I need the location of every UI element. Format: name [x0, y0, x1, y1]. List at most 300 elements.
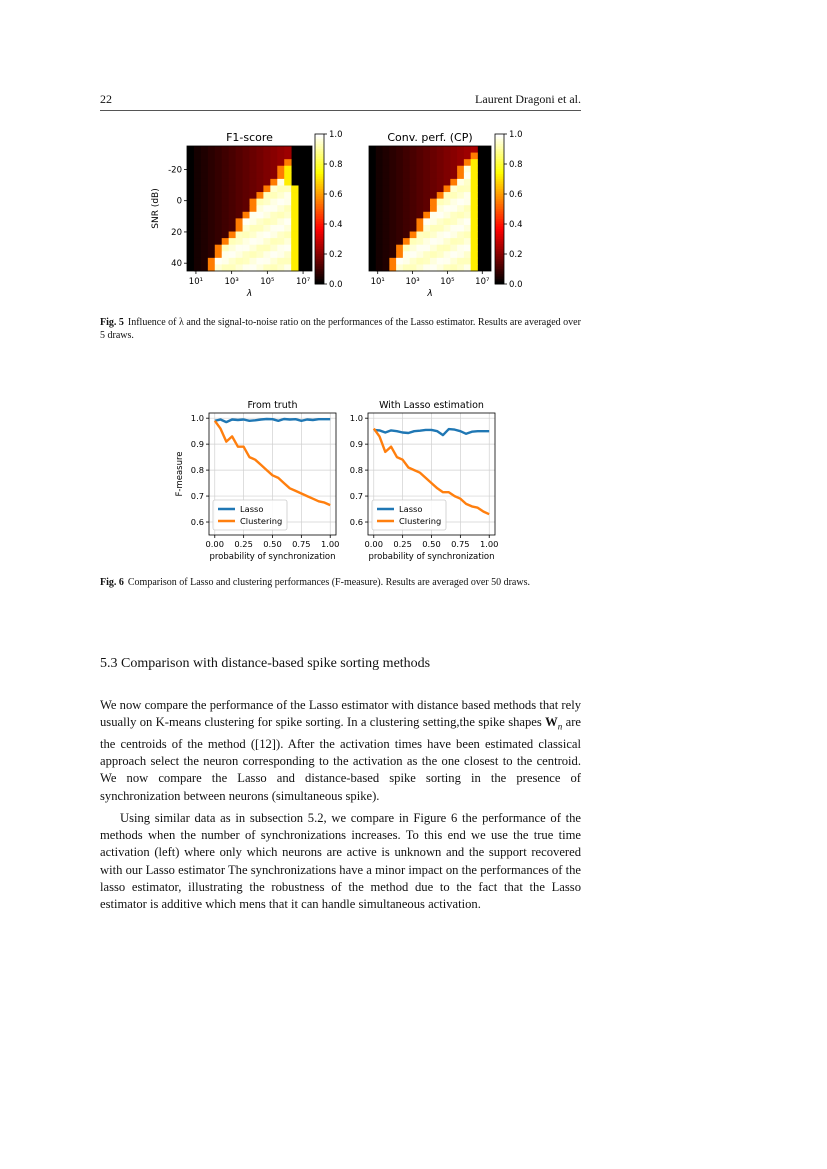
heatmap-cell: [263, 258, 270, 265]
heatmap-cell: [291, 205, 298, 212]
heatmap-cell: [383, 258, 390, 265]
heatmap-cell: [229, 264, 236, 271]
heatmap-cell: [229, 218, 236, 225]
heatmap-cell: [194, 225, 201, 232]
heatmap-cell: [277, 225, 284, 232]
x-axis-label: λ: [427, 289, 433, 299]
colorbar-tick-label: 0.8: [509, 160, 523, 170]
heatmap-cell: [263, 245, 270, 252]
heatmap-cell: [423, 205, 430, 212]
heatmap-cell: [389, 185, 396, 192]
heatmap-cell: [423, 218, 430, 225]
heatmap-cell: [277, 258, 284, 265]
heatmap-cell: [194, 251, 201, 258]
heatmap-cell: [416, 225, 423, 232]
y-tick-label: 40: [171, 259, 182, 270]
heatmap-cell: [243, 238, 250, 245]
heatmap-cell: [277, 179, 284, 186]
heatmap-cell: [471, 185, 478, 192]
heatmap-cell: [194, 218, 201, 225]
heatmap-cell: [250, 212, 257, 219]
heatmap-cell: [243, 192, 250, 199]
heatmap-cell: [376, 225, 383, 232]
heatmap-cell: [222, 245, 229, 252]
heatmap-cell: [376, 192, 383, 199]
heatmap-cell: [396, 205, 403, 212]
heatmap-cell: [423, 159, 430, 166]
heatmap-cell: [376, 146, 383, 153]
heatmap-cell: [263, 238, 270, 245]
heatmap-cell: [236, 185, 243, 192]
heatmap-cell: [215, 179, 222, 186]
heatmap-cell: [437, 172, 444, 179]
heatmap-cell: [416, 264, 423, 271]
heatmap-cell: [450, 199, 457, 206]
heatmap-cell: [222, 264, 229, 271]
heatmap-cell: [389, 238, 396, 245]
body-paragraph-2: Using similar data as in subsection 5.2, we compare in Figure 6 the performance of the methods when the number of synchronizations increases. To this end we use the true time activation (left) where only which neurons are active is unknown and the support recovered with our Lasso estimator The synchronizations have a minor impact on the performances of the lasso estimator, illustrating the robustness of the method due to the fact that the Lasso estimator is additive which mens that it can handle simultaneous activation.: [100, 811, 581, 912]
heatmap-cell: [243, 218, 250, 225]
heatmap-cell: [208, 225, 215, 232]
heatmap-cell: [430, 192, 437, 199]
heatmap-cell: [457, 166, 464, 173]
heatmap-cell: [416, 199, 423, 206]
heatmap-cell: [222, 179, 229, 186]
heatmap-cell: [423, 146, 430, 153]
colorbar-tick-label: 0.4: [509, 220, 523, 230]
heatmap-cell: [229, 212, 236, 219]
heatmap-cell: [389, 172, 396, 179]
heatmap-cell: [256, 199, 263, 206]
heatmap-cell: [403, 258, 410, 265]
heatmap-cell: [201, 159, 208, 166]
heatmap-cell: [236, 232, 243, 239]
heatmap-cell: [471, 172, 478, 179]
heatmap-cell: [437, 166, 444, 173]
heatmap-cell: [410, 212, 417, 219]
heatmap-cell: [201, 199, 208, 206]
heatmap-cell: [215, 245, 222, 252]
running-header: [100, 92, 581, 111]
heatmap-cell: [430, 251, 437, 258]
heatmap-cell: [270, 159, 277, 166]
heatmap-cell: [194, 205, 201, 212]
heatmap-cell: [277, 199, 284, 206]
heatmap-cell: [270, 185, 277, 192]
heatmap-cell: [229, 192, 236, 199]
heatmap-cell: [464, 159, 471, 166]
heatmap-cell: [256, 258, 263, 265]
heatmap-cell: [284, 225, 291, 232]
heatmap-cell: [201, 225, 208, 232]
heatmap-cell: [291, 212, 298, 219]
y-tick-label: 0.6: [190, 517, 204, 528]
heatmap-cell: [423, 199, 430, 206]
x-tick-label: 10¹: [370, 277, 385, 287]
heatmap-cell: [416, 238, 423, 245]
heatmap-cell: [396, 199, 403, 206]
y-tick-label: 0.8: [349, 465, 363, 476]
x-tick-label: 0.75: [451, 539, 470, 549]
heatmap-cell: [208, 218, 215, 225]
heatmap-cell: [416, 172, 423, 179]
heatmap-cell: [263, 232, 270, 239]
heatmap-cell: [229, 251, 236, 258]
heatmap-cell: [396, 245, 403, 252]
heatmap-cell: [471, 225, 478, 232]
heatmap-cell: [410, 172, 417, 179]
heatmap-cell: [423, 212, 430, 219]
heatmap-cell: [256, 153, 263, 160]
y-tick-label: 0.9: [190, 439, 204, 450]
heatmap-cell: [471, 166, 478, 173]
y-axis-label: SNR (dB): [151, 188, 161, 229]
heatmap-cell: [263, 218, 270, 225]
heatmap-cell: [229, 172, 236, 179]
heatmap-cell: [437, 212, 444, 219]
heatmap-cell: [270, 146, 277, 153]
heatmap-cell: [243, 146, 250, 153]
heatmap-cell: [291, 251, 298, 258]
heatmap-cell: [430, 185, 437, 192]
heatmap-cell: [396, 153, 403, 160]
heatmap-cell: [194, 212, 201, 219]
heatmap-cell: [464, 218, 471, 225]
heatmap-cell: [450, 258, 457, 265]
heatmap-cell: [423, 258, 430, 265]
x-axis-label: probability of synchronization: [368, 552, 495, 562]
heatmap-cell: [444, 205, 451, 212]
heatmap-cell: [376, 185, 383, 192]
heatmap-cell: [437, 185, 444, 192]
heatmap-cell: [430, 199, 437, 206]
heatmap-cell: [437, 251, 444, 258]
heatmap-cell: [389, 264, 396, 271]
x-tick-label: 10¹: [188, 277, 204, 287]
heatmap-cell: [243, 166, 250, 173]
heatmap-cell: [236, 199, 243, 206]
heatmap-cell: [229, 179, 236, 186]
heatmap-cell: [229, 146, 236, 153]
heatmap-cell: [403, 179, 410, 186]
heatmap-cell: [444, 146, 451, 153]
heatmap-cell: [444, 238, 451, 245]
heatmap-cell: [383, 199, 390, 206]
heatmap-cell: [383, 245, 390, 252]
heatmap-cell: [250, 172, 257, 179]
heatmap-cell: [236, 179, 243, 186]
heatmap-cell: [383, 146, 390, 153]
heatmap-cell: [222, 192, 229, 199]
heatmap-cell: [403, 172, 410, 179]
heatmap-cell: [236, 218, 243, 225]
heatmap-cell: [376, 238, 383, 245]
heatmap-cell: [444, 251, 451, 258]
heatmap-cell: [284, 166, 291, 173]
heatmap-cell: [277, 153, 284, 160]
heatmap-cell: [215, 185, 222, 192]
heatmap-cell: [256, 245, 263, 252]
paragraph1-bold-symbol: W: [545, 715, 558, 730]
heatmap-cell: [383, 238, 390, 245]
heatmap-cell: [444, 245, 451, 252]
heatmap-cell: [263, 179, 270, 186]
heatmap-cell: [222, 153, 229, 160]
heatmap-cell: [471, 238, 478, 245]
heatmap-cell: [430, 172, 437, 179]
fig5-caption: [100, 316, 581, 342]
heatmap-cell: [423, 192, 430, 199]
heatmap-cell: [444, 199, 451, 206]
heatmap-cell: [215, 212, 222, 219]
heatmap-cell: [291, 192, 298, 199]
heatmap-cell: [222, 251, 229, 258]
heatmap-cell: [222, 172, 229, 179]
heatmap-cell: [236, 212, 243, 219]
heatmap-cell: [457, 153, 464, 160]
heatmap-cell: [284, 264, 291, 271]
heatmap-cell: [277, 212, 284, 219]
x-tick-label: 0.25: [393, 539, 412, 549]
heatmap-cell: [250, 166, 257, 173]
colorbar-tick-label: 0.4: [329, 220, 343, 230]
heatmap-cell: [450, 146, 457, 153]
heatmap-cell: [243, 153, 250, 160]
x-tick-label: 1.00: [479, 539, 499, 549]
heatmap-cell: [263, 185, 270, 192]
heatmap-cell: [416, 205, 423, 212]
heatmap-cell: [194, 172, 201, 179]
heatmap-cell: [471, 146, 478, 153]
heatmap-cell: [457, 245, 464, 252]
heatmap-cell: [291, 185, 298, 192]
heatmap-cell: [389, 251, 396, 258]
running-authors: Laurent Dragoni et al.: [475, 92, 581, 106]
heatmap-cell: [430, 225, 437, 232]
heatmap-cell: [450, 225, 457, 232]
heatmap-cell: [250, 192, 257, 199]
heatmap-cell: [457, 225, 464, 232]
heatmap-cell: [243, 212, 250, 219]
heatmap-cell: [215, 264, 222, 271]
legend-label: Clustering: [399, 516, 442, 526]
heatmap-cell: [201, 185, 208, 192]
heatmap-cell: [464, 258, 471, 265]
heatmap-cell: [215, 192, 222, 199]
heatmap-cell: [471, 205, 478, 212]
heatmap-cell: [389, 218, 396, 225]
heatmap-cell: [236, 258, 243, 265]
heatmap-cell: [277, 172, 284, 179]
heatmap-cell: [403, 245, 410, 252]
heatmap-cell: [450, 192, 457, 199]
heatmap-cell: [256, 264, 263, 271]
heatmap-cell: [243, 179, 250, 186]
heatmap-cell: [444, 179, 451, 186]
heatmap-cell: [410, 264, 417, 271]
heatmap-cell: [403, 232, 410, 239]
heatmap-cell: [416, 166, 423, 173]
heatmap-cell: [396, 251, 403, 258]
heatmap-cell: [215, 238, 222, 245]
y-tick-label: 0.9: [349, 439, 363, 450]
heatmap-cell: [457, 185, 464, 192]
heatmap-cell: [457, 238, 464, 245]
heatmap-cell: [471, 264, 478, 271]
heatmap-cell: [450, 264, 457, 271]
heatmap-cell: [403, 205, 410, 212]
heatmap-cell: [284, 185, 291, 192]
heatmap-cell: [201, 172, 208, 179]
heatmap-cell: [243, 232, 250, 239]
heatmap-cell: [284, 258, 291, 265]
heatmap-cell: [236, 238, 243, 245]
heatmap-cell: [457, 218, 464, 225]
heatmap-cell: [222, 199, 229, 206]
heatmap-cell: [291, 264, 298, 271]
heatmap-cell: [471, 251, 478, 258]
x-axis-label: probability of synchronization: [209, 552, 336, 562]
heatmap-cell: [243, 251, 250, 258]
heatmap-cell: [403, 159, 410, 166]
x-tick-label: 10⁵: [260, 277, 275, 287]
heatmap-cell: [423, 232, 430, 239]
heatmap-cell: [437, 218, 444, 225]
page-number: 22: [100, 92, 112, 106]
heatmap-cell: [256, 179, 263, 186]
heatmap-cell: [270, 192, 277, 199]
heatmap-cell: [291, 238, 298, 245]
heatmap-cell: [389, 159, 396, 166]
heatmap-cell: [464, 225, 471, 232]
heatmap-cell: [457, 172, 464, 179]
heatmap-cell: [403, 264, 410, 271]
heatmap-cell: [229, 199, 236, 206]
heatmap-cell: [416, 218, 423, 225]
heatmap-cell: [236, 245, 243, 252]
colorbar-tick-label: 0.8: [329, 160, 343, 170]
colorbar-tick-label: 0.2: [329, 250, 343, 260]
x-tick-label: 0.50: [263, 539, 282, 549]
heatmap-cell: [396, 232, 403, 239]
heatmap-cell: [416, 192, 423, 199]
heatmap-cell: [457, 179, 464, 186]
heatmap-cell: [450, 172, 457, 179]
heatmap-cell: [383, 212, 390, 219]
heatmap-cell: [410, 232, 417, 239]
heatmap-cell: [396, 238, 403, 245]
heatmap-cell: [471, 199, 478, 206]
heatmap-cell: [277, 146, 284, 153]
heatmap-cell: [291, 199, 298, 206]
heatmap-cell: [376, 199, 383, 206]
x-tick-label: 10⁵: [440, 277, 455, 287]
heatmap-cell: [263, 192, 270, 199]
heatmap-cell: [215, 251, 222, 258]
heatmap-cell: [284, 199, 291, 206]
heatmap-cell: [389, 232, 396, 239]
heatmap-cell: [208, 153, 215, 160]
x-tick-label: 0.75: [292, 539, 311, 549]
heatmap-cell: [256, 185, 263, 192]
heatmap-cell: [437, 225, 444, 232]
heatmap-cell: [396, 225, 403, 232]
heatmap-cell: [256, 232, 263, 239]
heatmap-cell: [222, 225, 229, 232]
x-tick-label: 0.00: [364, 539, 384, 549]
heatmap-cell: [457, 212, 464, 219]
heatmap-cell: [236, 146, 243, 153]
heatmap-cell: [383, 159, 390, 166]
heatmap-cell: [250, 185, 257, 192]
heatmap-cell: [215, 199, 222, 206]
heatmap-title: Conv. perf. (CP): [387, 131, 473, 144]
heatmap-cell: [437, 238, 444, 245]
heatmap-cell: [243, 159, 250, 166]
colorbar-tick-label: 0.6: [329, 190, 343, 200]
heatmap-cell: [284, 238, 291, 245]
x-tick-label: 1.00: [320, 539, 340, 549]
heatmap-cell: [222, 218, 229, 225]
heatmap-cell: [430, 245, 437, 252]
heatmap-cell: [457, 159, 464, 166]
heatmap-cell: [444, 264, 451, 271]
heatmap-cell: [437, 232, 444, 239]
x-axis-label: λ: [246, 289, 253, 299]
heatmap-cell: [250, 225, 257, 232]
heatmap-cell: [256, 172, 263, 179]
heatmap-cell: [229, 185, 236, 192]
body-paragraph-1: [100, 697, 581, 805]
heatmap-cell: [277, 232, 284, 239]
heatmap-cell: [389, 205, 396, 212]
heatmap-cell: [229, 245, 236, 252]
heatmap-cell: [396, 212, 403, 219]
heatmap-cell: [201, 153, 208, 160]
heatmap-cell: [437, 205, 444, 212]
heatmap-cell: [383, 264, 390, 271]
heatmap-cell: [389, 146, 396, 153]
heatmap-cell: [222, 212, 229, 219]
heatmap-cell: [389, 153, 396, 160]
heatmap-cell: [430, 232, 437, 239]
heatmap-cell: [194, 159, 201, 166]
heatmap-cell: [236, 205, 243, 212]
heatmap-cell: [270, 212, 277, 219]
heatmap-cell: [383, 179, 390, 186]
heatmap-cell: [256, 146, 263, 153]
heatmap-cell: [464, 238, 471, 245]
heatmap-cell: [403, 166, 410, 173]
heatmap-cell: [389, 225, 396, 232]
heatmap-cell: [423, 153, 430, 160]
heatmap-cell: [423, 251, 430, 258]
heatmap-cell: [410, 153, 417, 160]
heatmap-cell: [416, 212, 423, 219]
heatmap-cell: [256, 212, 263, 219]
heatmap-cell: [444, 218, 451, 225]
heatmap-cell: [194, 264, 201, 271]
heatmap-cell: [250, 205, 257, 212]
heatmap-cell: [284, 153, 291, 160]
heatmap-cell: [430, 166, 437, 173]
fig6-caption-label: Fig. 6: [100, 577, 124, 588]
heatmap-cell: [229, 225, 236, 232]
heatmap-cell: [410, 218, 417, 225]
heatmap-cell: [291, 258, 298, 265]
y-tick-label: -20: [168, 165, 182, 176]
heatmap-cell: [222, 205, 229, 212]
